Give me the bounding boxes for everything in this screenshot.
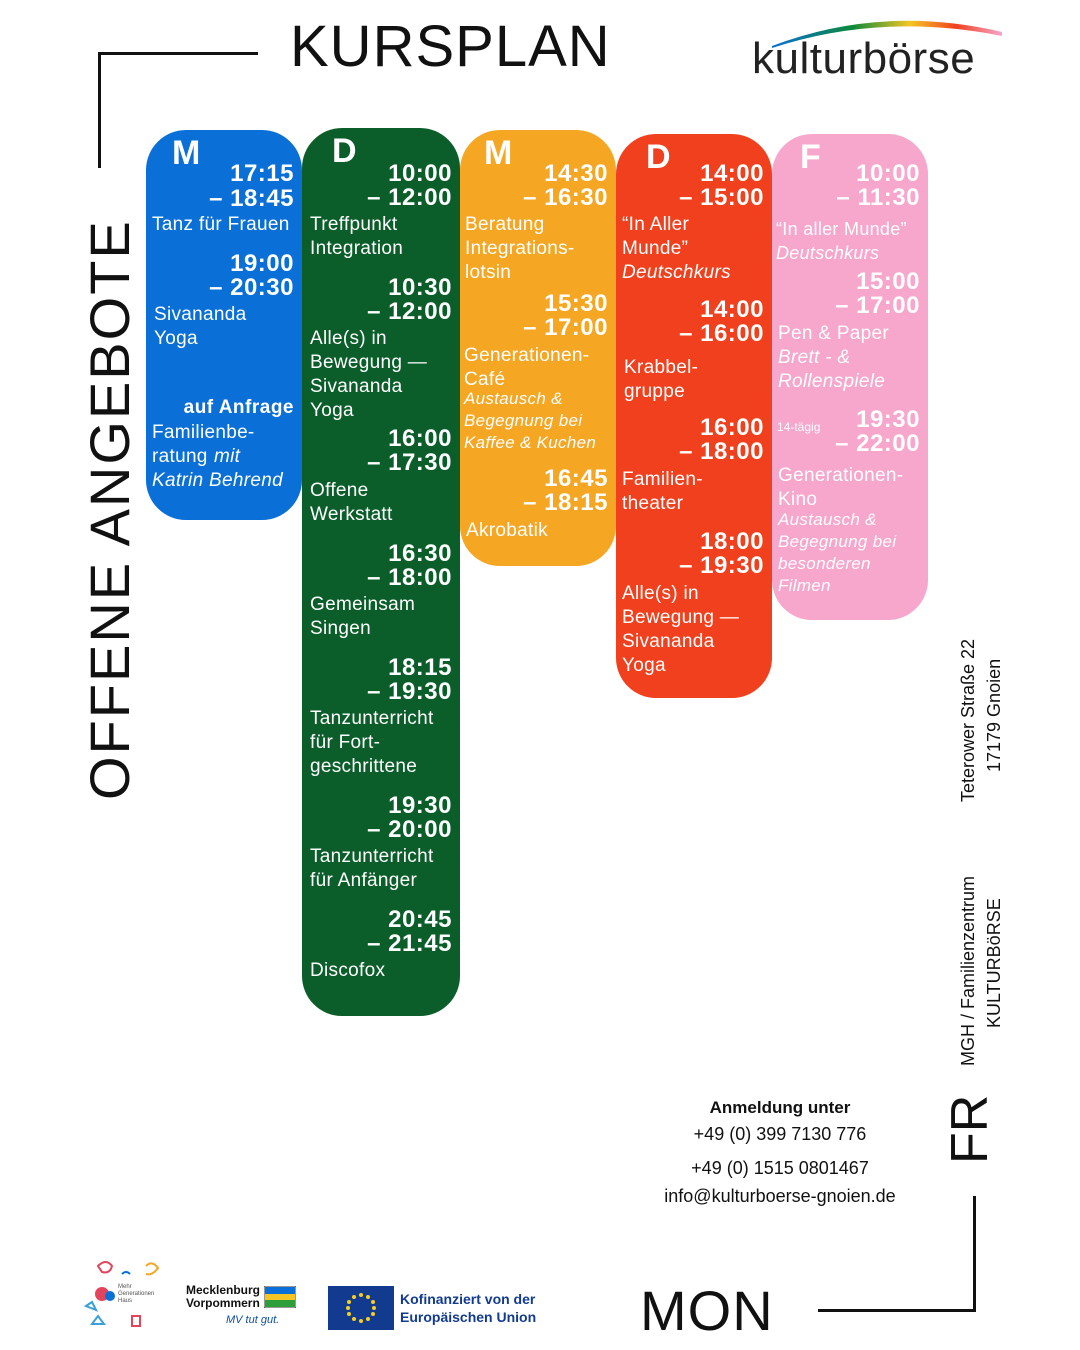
corner-line-bottom-h xyxy=(818,1309,976,1312)
day-column-monday xyxy=(146,130,302,520)
course-note: Brett - & Rollenspiele xyxy=(778,347,886,392)
course-title: Beratung Integrations- lotsin xyxy=(465,214,575,283)
time-start: 10:30 xyxy=(388,274,452,301)
time-start: 14:00 xyxy=(700,296,764,323)
day-letter: M xyxy=(484,134,513,172)
time-start: 16:30 xyxy=(388,540,452,567)
course-title: Treffpunkt Integration xyxy=(310,214,404,259)
contact-heading: Anmeldung unter xyxy=(709,1098,851,1117)
mv-logo-tagline: MV tut gut. xyxy=(226,1314,280,1326)
address-city: 17179 Gnoien xyxy=(984,658,1004,772)
page-title: KURSPLAN xyxy=(290,14,611,79)
course-note: Deutschkurs xyxy=(776,243,880,263)
time-start: 10:00 xyxy=(856,160,920,187)
time-end: – 19:30 xyxy=(367,678,452,705)
time-end: – 16:00 xyxy=(679,320,764,347)
day-column-tuesday xyxy=(302,128,460,1016)
time-start: 16:00 xyxy=(700,414,764,441)
time-start: 15:30 xyxy=(544,290,608,317)
course-title: Krabbel- gruppe xyxy=(624,357,699,402)
course-title: Familienbe- ratung xyxy=(152,422,255,467)
time-start: 17:15 xyxy=(230,160,294,187)
time-end: – 12:00 xyxy=(367,184,452,211)
time-end: – 18:00 xyxy=(367,564,452,591)
time-end: – 15:00 xyxy=(679,184,764,211)
course-title: Akrobatik xyxy=(466,520,548,541)
logo-text: kulturbörse xyxy=(752,34,976,83)
mgh-logo-text: Mehr Generationen Haus xyxy=(118,1284,155,1304)
time-end: – 19:30 xyxy=(679,552,764,579)
time-start: 14:30 xyxy=(544,160,608,187)
corner-line-top-h xyxy=(98,52,258,55)
mv-logo-line2: Vorpommern xyxy=(186,1296,260,1310)
day-column-wednesday xyxy=(460,130,616,566)
time-start: 15:00 xyxy=(856,268,920,295)
course-title: Sivananda Yoga xyxy=(154,304,247,349)
kulturboerse-logo xyxy=(752,10,1012,90)
time-end: – 18:45 xyxy=(209,185,294,212)
time-start: 18:15 xyxy=(388,654,452,681)
course-note-inline: mit xyxy=(214,446,241,467)
time-end: – 12:00 xyxy=(367,298,452,325)
mv-flag-icon xyxy=(264,1286,296,1308)
corner-line-bottom-v xyxy=(973,1196,976,1312)
course-note: Deutschkurs xyxy=(622,262,731,283)
address-street: Teterower Straße 22 xyxy=(958,638,978,802)
course-title: Tanzunterricht für Anfänger xyxy=(310,846,434,891)
day-column-friday xyxy=(772,134,928,620)
course-title: Tanz für Frauen xyxy=(152,214,290,235)
org-name-line2: KULTURBöRSE xyxy=(984,898,1004,1028)
time-end: – 16:30 xyxy=(523,184,608,211)
mgh-logo xyxy=(80,1256,170,1336)
time-start: 16:00 xyxy=(388,425,452,452)
org-name-line1: MGH / Familienzentrum xyxy=(958,875,978,1066)
course-title: Generationen- Café xyxy=(464,345,590,390)
contact-phone-1[interactable]: +49 (0) 399 7130 776 xyxy=(693,1124,867,1144)
time-end: – 17:00 xyxy=(523,314,608,341)
contact-email[interactable]: info@kulturboerse-gnoien.de xyxy=(664,1186,896,1206)
course-note: Austausch & Begegnung bei Kaffee & Kuchen xyxy=(464,389,597,452)
time-end: – 20:30 xyxy=(209,274,294,301)
mon-label: MON xyxy=(640,1279,774,1342)
course-title: Tanzunterricht für Fort- geschrittene xyxy=(310,708,434,777)
day-letter: M xyxy=(172,134,201,172)
time-start: 10:00 xyxy=(388,160,452,187)
time-start: 19:30 xyxy=(856,406,920,433)
mv-logo xyxy=(186,1284,306,1334)
side-title: OFFENE ANGEBOTE xyxy=(78,219,141,800)
time-end: – 22:00 xyxy=(835,430,920,457)
time-start: 18:00 xyxy=(700,528,764,555)
time-start: 19:30 xyxy=(388,792,452,819)
time-end: – 18:15 xyxy=(523,489,608,516)
course-title: “In aller Munde” xyxy=(776,219,907,239)
course-note: Katrin Behrend xyxy=(152,470,283,491)
contact-phone-2[interactable]: +49 (0) 1515 0801467 xyxy=(691,1158,869,1178)
eu-flag-icon xyxy=(328,1286,394,1330)
time-end: – 21:45 xyxy=(367,930,452,957)
course-title: Discofox xyxy=(310,960,386,981)
course-title: Alle(s) in Bewegung — Sivananda Yoga xyxy=(622,583,740,676)
course-note: Austausch & Begegnung bei besonderen Filmen xyxy=(778,510,897,595)
time-end: – 17:00 xyxy=(835,292,920,319)
course-title: “In Aller Munde” xyxy=(622,214,690,259)
course-title: Gemeinsam Singen xyxy=(310,594,416,639)
day-letter: D xyxy=(646,138,671,176)
day-letter: F xyxy=(800,138,821,176)
time-start: 16:45 xyxy=(544,465,608,492)
time-end: – 17:30 xyxy=(367,449,452,476)
day-letter: D xyxy=(332,132,357,170)
eu-logo xyxy=(328,1286,558,1332)
day-column-thursday xyxy=(616,134,772,698)
eu-logo-text: Kofinanziert von der Europäischen Union xyxy=(400,1291,537,1325)
time-end: – 11:30 xyxy=(836,184,920,211)
course-title: Alle(s) in Bewegung — Sivananda Yoga xyxy=(310,328,428,421)
corner-line-top-v xyxy=(98,52,101,168)
fr-label: FR xyxy=(941,1094,999,1164)
frequency-note: 14-tägig xyxy=(777,420,821,434)
course-title: Offene Werkstatt xyxy=(310,480,393,525)
time-start: 19:00 xyxy=(230,250,294,277)
time-start: 14:00 xyxy=(700,160,764,187)
course-title: Generationen- Kino xyxy=(778,465,904,510)
time-on-request: auf Anfrage xyxy=(183,397,294,418)
time-end: – 18:00 xyxy=(679,438,764,465)
mv-logo-line1: Mecklenburg xyxy=(186,1283,261,1297)
course-title: Pen & Paper xyxy=(778,323,890,344)
time-start: 20:45 xyxy=(388,906,452,933)
course-title: Familien- theater xyxy=(622,469,703,514)
time-end: – 20:00 xyxy=(367,816,452,843)
